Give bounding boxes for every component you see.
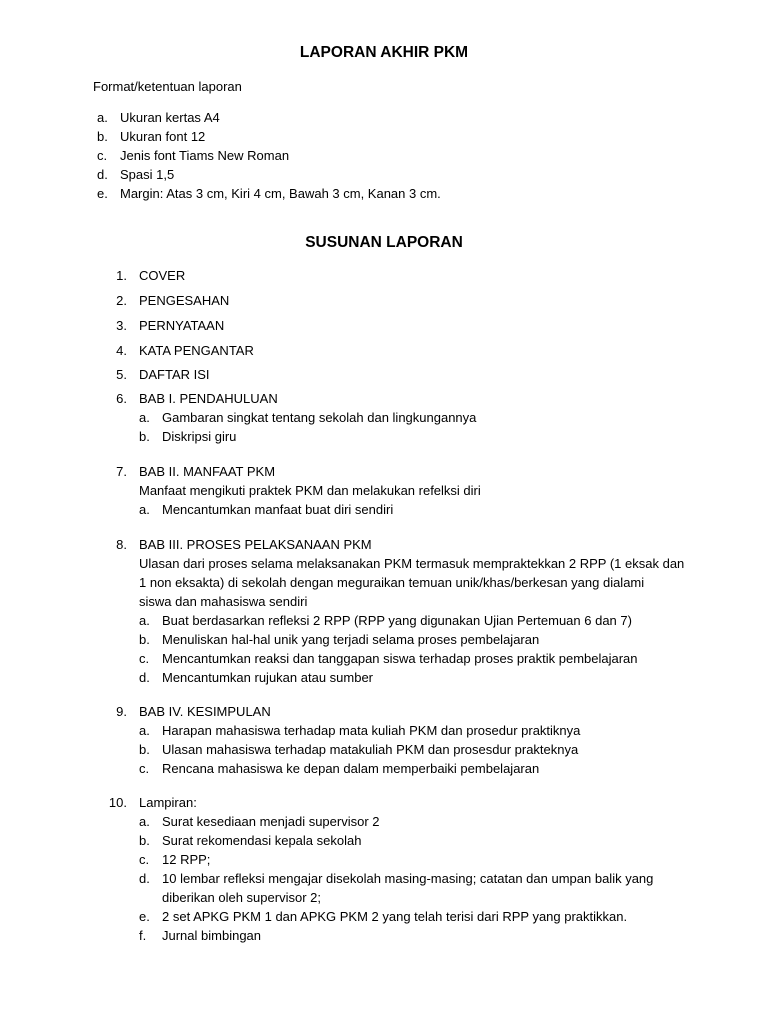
section-label: BAB IV. KESIMPULAN [139,704,271,719]
sub-item-marker: c. [139,852,150,867]
sub-item-text: 2 set APKG PKM 1 dan APKG PKM 2 yang telah terisi dari RPP yang praktikkan. [162,909,628,924]
format-item-text: Margin: Atas 3 cm, Kiri 4 cm, Bawah 3 cm, Kanan 3 cm. [120,186,441,201]
section-number: 4. [116,343,127,358]
section-description: Ulasan dari proses selama melaksanakan PKM termasuk mempraktekkan 2 RPP (1 eksak dan [139,556,685,571]
sub-item-marker: b. [139,429,150,444]
sub-item-text: Diskripsi giru [162,429,237,444]
section-title: SUSUNAN LAPORAN [305,234,463,251]
section-label: BAB I. PENDAHULUAN [139,391,278,406]
sub-item-text: Jurnal bimbingan [162,928,262,943]
sub-item-marker: f. [139,928,147,943]
format-heading: Format/ketentuan laporan [93,79,242,94]
sub-item-marker: e. [139,909,150,924]
sub-item-marker: d. [139,670,150,685]
section-number: 2. [116,293,127,308]
sub-item-text: Mencantumkan rujukan atau sumber [162,670,374,685]
sub-item-marker: b. [139,632,150,647]
sub-item-text: Buat berdasarkan refleksi 2 RPP (RPP yang digunakan Ujian Pertemuan 6 dan 7) [162,613,632,628]
sub-item-marker: c. [139,651,150,666]
sub-item-text: 10 lembar refleksi mengajar disekolah masing-masing; catatan dan umpan balik yang [162,871,654,886]
sub-item-text: Mencantumkan manfaat buat diri sendiri [162,502,394,517]
section-label: DAFTAR ISI [139,367,210,382]
sub-item-text: Surat rekomendasi kepala sekolah [162,833,362,848]
sub-item-text: Ulasan mahasiswa terhadap matakuliah PKM dan prosesdur prakteknya [162,742,579,757]
section-label: COVER [139,268,186,283]
section-number: 5. [116,367,127,382]
format-item-text: Ukuran font 12 [120,129,206,144]
sub-item-marker: b. [139,742,150,757]
section-description: Manfaat mengikuti praktek PKM dan melakukan refelksi diri [139,483,481,498]
sub-item-text: 12 RPP; [162,852,211,867]
section-description: 1 non eksakta) di sekolah dengan meguraikan temuan unik/khas/berkesan yang dialami [139,575,645,590]
sub-item-text: Gambaran singkat tentang sekolah dan lingkungannya [162,410,477,425]
format-item-marker: b. [97,129,108,144]
section-number: 9. [116,704,127,719]
sub-item-text: Surat kesediaan menjadi supervisor 2 [162,814,380,829]
sub-item-marker: b. [139,833,150,848]
sub-item-marker: d. [139,871,150,886]
section-description: siswa dan mahasiswa sendiri [139,594,308,609]
section-label: KATA PENGANTAR [139,343,254,358]
section-number: 3. [116,318,127,333]
section-number: 1. [116,268,127,283]
section-number: 6. [116,391,127,406]
format-item-marker: c. [97,148,108,163]
sub-item-marker: a. [139,410,150,425]
section-number: 10. [108,795,127,810]
section-label: BAB III. PROSES PELAKSANAAN PKM [139,537,372,552]
sub-item-marker: a. [139,814,150,829]
format-item-text: Jenis font Tiams New Roman [120,148,290,163]
sub-item-text: Rencana mahasiswa ke depan dalam memperbaiki pembelajaran [162,761,540,776]
page-title: LAPORAN AKHIR PKM [299,44,469,61]
sub-item-marker: a. [139,613,150,628]
format-item-marker: d. [97,167,108,182]
section-number: 8. [116,537,127,552]
sub-item-marker: c. [139,761,150,776]
sub-item-text: Mencantumkan reaksi dan tanggapan siswa terhadap proses praktik pembelajaran [162,651,638,666]
sub-item-text: Menuliskan hal-hal unik yang terjadi selama proses pembelajaran [162,632,540,647]
format-item-text: Spasi 1,5 [120,167,175,182]
section-number: 7. [116,464,127,479]
sub-item-continuation: diberikan oleh supervisor 2; [162,890,321,905]
sub-item-text: Harapan mahasiswa terhadap mata kuliah PKM dan prosedur praktiknya [162,723,581,738]
section-label: PENGESAHAN [139,293,230,308]
format-item-marker: a. [97,110,108,125]
section-label: Lampiran: [139,795,197,810]
format-item-marker: e. [97,186,108,201]
format-item-text: Ukuran kertas A4 [120,110,220,125]
sub-item-marker: a. [139,502,150,517]
section-label: BAB II. MANFAAT PKM [139,464,276,479]
sub-item-marker: a. [139,723,150,738]
section-label: PERNYATAAN [139,318,225,333]
